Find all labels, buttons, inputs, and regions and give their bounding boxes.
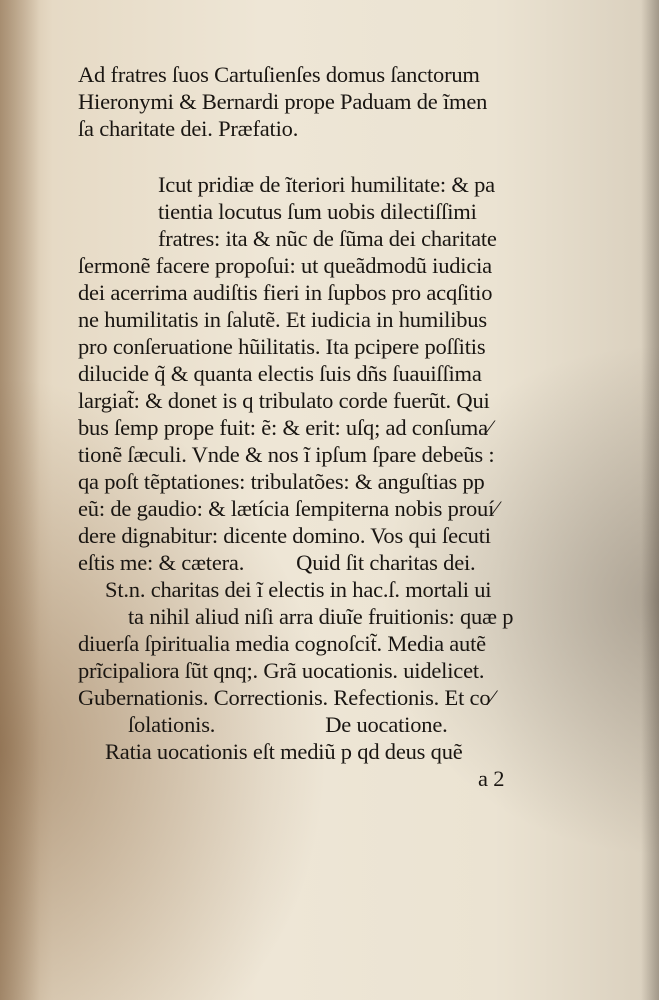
section-line: Gubernationis. Correctionis. Refectionis. Et co⁄ <box>78 685 494 710</box>
page-edge-shadow-left <box>0 0 40 1000</box>
section-line: ta nihil aliud niſi arra diuĩe fruitionis: quæ p <box>128 604 514 629</box>
signature-mark: a 2 <box>478 766 505 791</box>
section-line-with-heading <box>128 710 448 740</box>
body-line-with-heading <box>78 548 475 578</box>
body-line: Icut pridiæ de ĩteriori humilitate: & pa <box>158 172 495 197</box>
section-heading-quid: Quid ſit charitas dei. <box>296 550 476 575</box>
body-line: ne humilitatis in ſalutẽ. Et iudicia in humilibus <box>78 307 487 332</box>
body-line: eũ: de gaudio: & lætícia ſempiterna nobis prouí⁄ <box>78 496 498 521</box>
body-line: ſermonẽ facere propoſui: ut queãdmodũ iudicia <box>78 253 492 278</box>
body-line: pro conſeruatione hũilitatis. Ita pcipere poſſitis <box>78 334 486 359</box>
body-line: tientia locutus ſum uobis dilectiſſimi <box>158 199 477 224</box>
page-edge-shadow-right <box>641 0 659 1000</box>
body-line: tionẽ ſæculi. Vnde & nos ĩ ipſum ſpare debeũs : <box>78 442 495 467</box>
section-line: diuerſa ſpiritualia media cognoſcit̃. Media autẽ <box>78 631 486 656</box>
body-line: largiat̃: & donet is q tribulato corde fuerũt. Qui <box>78 388 490 413</box>
section-line: prĩcipaliora ſũt qnq;. Grã uocationis. uidelicet. <box>78 658 485 683</box>
body-line: dei acerrima audiſtis fieri in ſupbos pro acqſitio <box>78 280 493 305</box>
title-line-1: Ad fratres ſuos Cartuſienſes domus ſanctorum <box>78 62 480 87</box>
body-line: bus ſemp prope fuit: ẽ: & erit: uſq; ad conſuma⁄ <box>78 415 492 440</box>
body-line-last: Ratia uocationis eſt mediũ p qd deus quẽ <box>105 739 463 764</box>
body-line: fratres: ita & nũc de ſũma dei charitate <box>158 226 497 251</box>
section-line: St.n. charitas dei ĩ electis in hac.ſ. mortali ui <box>105 577 492 602</box>
title-line-2: Hieronymi & Bernardi prope Paduam de ĩmen <box>78 89 488 114</box>
section-heading-vocatione: De uocatione. <box>325 712 448 737</box>
section-line-end: ſolationis. <box>128 712 216 737</box>
body-line: qa poſt tẽptationes: tribulatões: & anguſtias pp <box>78 469 485 494</box>
body-line: dilucide q̃ & quanta electis ſuis dñs ſuauiſſima <box>78 361 482 386</box>
title-line-3: ſa charitate dei. Præfatio. <box>78 116 299 141</box>
body-line: dere dignabitur: dicente domino. Vos qui ſecuti <box>78 523 491 548</box>
body-line-end: eſtis me: & cætera. <box>78 550 245 575</box>
